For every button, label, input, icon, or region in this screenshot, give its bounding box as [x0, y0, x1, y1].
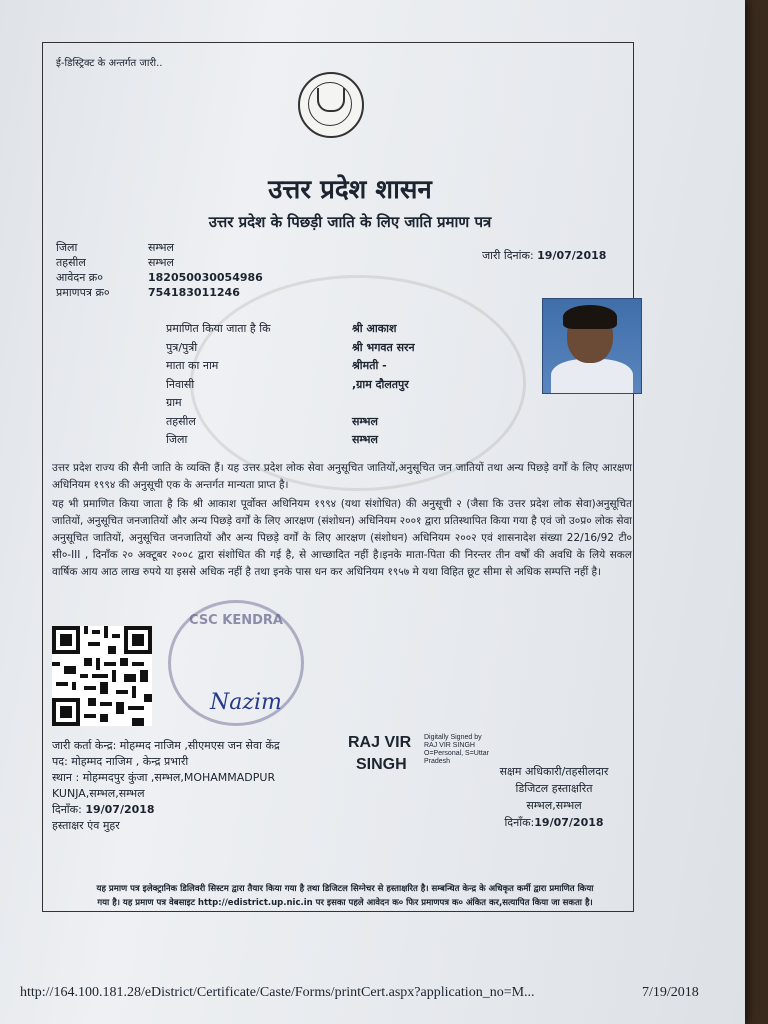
meta-row-tehsil — [56, 255, 263, 270]
certificate-paragraph-2: यह भी प्रमाणित किया जाता है कि श्री आकाश पूर्वोक्त अधिनियम १९९४ (यथा संशोधित) की अनुसूची २ (जैसा कि उत्तर प्रदेश लोक सेवा)अनुसूचित जातियों, अनुसूचित जनजातियों और अन्य पिछड़े वर्गों के लिए आरक्षण (संशोधन) अधिनियम २००१ द्वारा प्रतिस्थापित किया गया है एवं जो उ०प्र० लोक सेवा अनुसूचित जातियों, अनुसूचित जनजातियों और अन्य पिछड़े वर्गों के लिए आरक्षण (संशोधन) अधिनियम २००२ एवं शासनादेश संख्या 22/16/92 टी० सी०-III , दिनाँक २० अक्टूबर २००८ द्वारा संशोधित की गई है, से आच्छादित नहीं है।इनके माता-पिता की निरन्तर तीन वर्षों की अवधि के लिये सकल वार्षिक आय आठ लाख रुपये या इससे अधिक नहीं है तथा इनके पास धन कर अधिनियम १९५७ मे यथा विहित छूट सीमा से अधिक सम्पत्ति नहीं है। — [52, 498, 632, 578]
detail-row-parent: पुत्र/पुत्री श्री भगवत सरन — [166, 340, 415, 354]
handwritten-signature: Nazim — [210, 690, 282, 715]
issuer-place: स्थान : मोहम्मदपुर कुंजा ,सम्भल,MOHAMMADPUR — [52, 771, 276, 784]
meta-value: 182050030054986 — [148, 271, 263, 284]
detail-row-mother: माता का नाम श्रीमती - — [166, 359, 387, 372]
qr-code-icon — [52, 626, 152, 726]
authority-place: सम्भल,सम्भल — [526, 799, 582, 812]
issue-date-label: जारी दिनांक: — [482, 249, 534, 262]
verification-footer: यह प्रमाण पत्र इलेक्ट्रानिक डिलिवरी सिस्टम द्वारा तैयार किया गया है तथा डिजिटल सिग्नेचर से हस्ताक्षरित है। सम्बन्धित केन्द्र के अधिकृत कर्मी द्वारा प्रमाणित किया गया है। यह प्रमाण पत्र वेबसाइट http://edistrict.up.nic.in पर इसका पहले आवेदन क० फिर प्रमाणपत्र क० अंकित कर,सत्यापित किया जा सकता है। — [96, 884, 594, 908]
detail-row-village: ग्राम — [166, 396, 182, 409]
meta-row-application-no — [56, 270, 263, 285]
meta-label: जिला — [56, 241, 78, 254]
issuer-post: पद: मोहम्मद नाजिम , केन्द्र प्रभारी — [52, 755, 189, 768]
page-title: उत्तर प्रदेश शासन — [268, 175, 432, 205]
meta-value: सम्भल — [148, 241, 174, 254]
issue-date — [482, 248, 606, 263]
applicant-photo — [542, 298, 642, 394]
issuer-place-cont: KUNJA,सम्भल,सम्भल — [52, 787, 145, 800]
page-subtitle: उत्तर प्रदेश के पिछड़ी जाति के लिए जाति प्रमाण पत्र — [208, 213, 492, 231]
detail-row-resident: निवासी ,ग्राम दौलतपुर — [166, 377, 409, 391]
corner-note: ई-डिस्ट्रिक्ट के अन्तर्गत जारी.. — [56, 58, 163, 69]
print-url: http://164.100.181.28/eDistrict/Certificate/Caste/Forms/printCert.aspx?application_no=M... — [20, 985, 535, 1000]
detail-row-district: जिला सम्भल — [166, 433, 378, 446]
authority-title: सक्षम अधिकारी/तहसीलदार — [499, 765, 609, 778]
meta-label: प्रमाणपत्र क्र० — [56, 286, 110, 299]
issuer-center: जारी कर्ता केन्द्र: मोहम्मद नाजिम ,सीएमएस जन सेवा केंद्र — [52, 739, 280, 752]
authority-date: दिनाँक:19/07/2018 — [504, 816, 604, 829]
digital-signature: RAJ VIR SINGH Digitally Signed by RAJ VIR SINGH O=Personal, S=Uttar Pradesh — [348, 734, 489, 773]
csc-kendra-stamp: CSC KENDRA — [168, 600, 304, 726]
meta-value: सम्भल — [148, 256, 174, 269]
print-date: 7/19/2018 — [642, 985, 699, 1000]
authority-digital: डिजिटल हस्ताक्षरित — [515, 782, 593, 795]
authority-block — [484, 763, 624, 831]
applicant-details — [166, 320, 415, 450]
issue-date-value: 19/07/2018 — [537, 249, 607, 262]
meta-label: आवेदन क्र० — [56, 271, 103, 284]
meta-block — [56, 240, 263, 300]
detail-row-name: प्रमाणित किया जाता है कि श्री आकाश — [166, 322, 397, 335]
meta-row-certificate-no — [56, 285, 263, 300]
certificate-paragraph-1: उत्तर प्रदेश राज्य की सैनी जाति के व्यक्ति हैं। यह उत्तर प्रदेश लोक सेवा अनुसूचित जातियों,अनुसूचित जन जातियों तथा अन्य पिछड़े वर्गों के लिए आरक्षण अधिनियम १९९४ की अनुसूची एक के अन्तर्गत मान्यता प्राप्त है। — [52, 462, 632, 491]
issuer-block — [52, 738, 280, 834]
issuer-date: दिनाँक: 19/07/2018 — [52, 803, 155, 816]
meta-label: तहसील — [56, 256, 86, 269]
issuer-sign-label: हस्ताक्षर एंव मुहर — [52, 819, 120, 832]
detail-row-tehsil: तहसील सम्भल — [166, 414, 378, 428]
up-govt-emblem-icon — [298, 72, 364, 138]
meta-row-district — [56, 240, 263, 255]
meta-value: 754183011246 — [148, 286, 240, 299]
